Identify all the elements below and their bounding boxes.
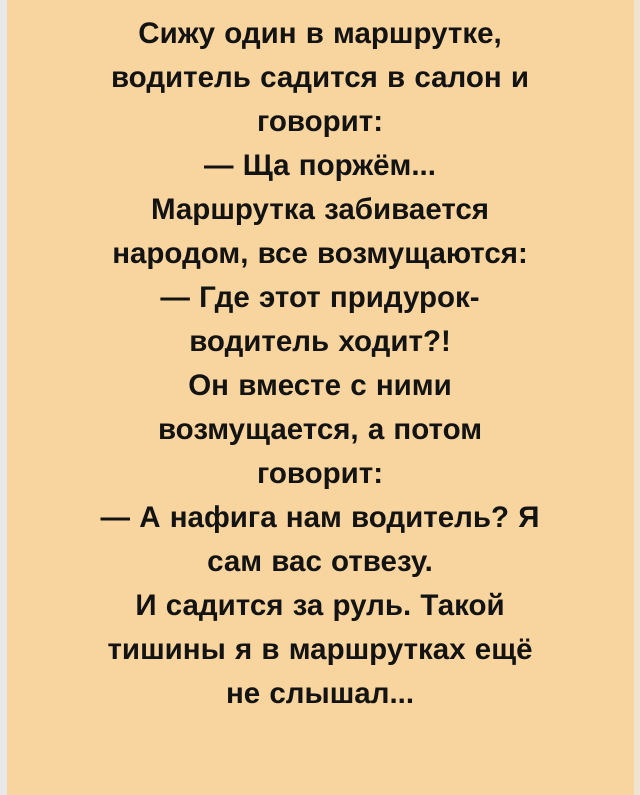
joke-line: говорит: — [256, 105, 384, 138]
joke-line: сам вас отвезу. — [207, 545, 433, 578]
joke-line: Он вместе с ними — [188, 369, 452, 402]
joke-line: — Ща поржём... — [204, 149, 436, 182]
joke-line: говорит: — [256, 457, 384, 490]
joke-line: водитель ходит?! — [189, 325, 451, 358]
joke-line: возмущается, а потом — [157, 413, 483, 446]
joke-line: — Где этот придурок- — [160, 281, 480, 314]
right-edge-strip — [634, 0, 640, 795]
joke-line: Сижу один в маршрутке, — [138, 17, 502, 50]
joke-line: водитель садится в салон и — [110, 61, 530, 94]
joke-line: не слышал... — [225, 677, 415, 710]
joke-text-block — [22, 12, 618, 716]
joke-line: — А нафига нам водитель? Я — [100, 501, 540, 534]
joke-line: Маршрутка забивается — [150, 193, 490, 226]
joke-line: тишины я в маршрутках ещё — [107, 633, 533, 666]
left-edge-strip — [0, 0, 7, 795]
joke-line: И садится за руль. Такой — [135, 589, 505, 622]
joke-line: народом, все возмущаются: — [112, 237, 528, 270]
